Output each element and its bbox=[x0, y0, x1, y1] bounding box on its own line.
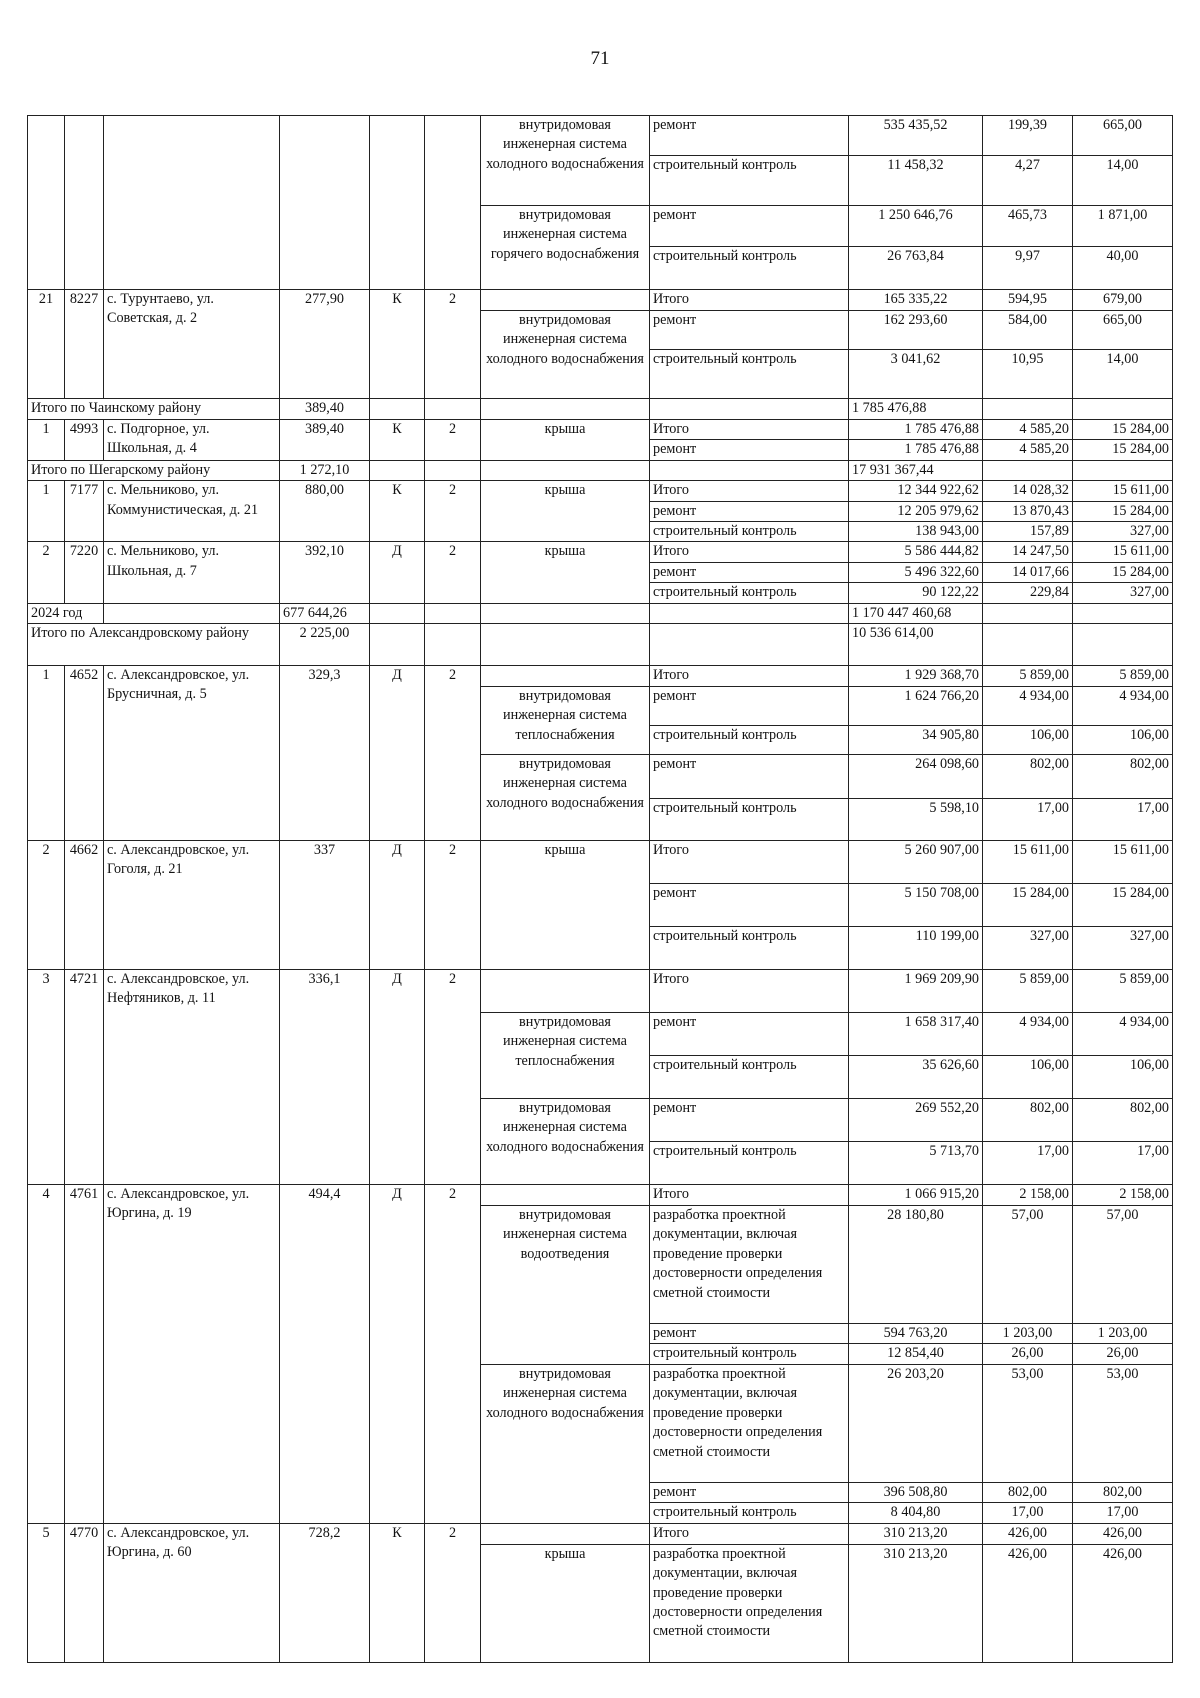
table-cell: 594 763,20 bbox=[849, 1324, 983, 1344]
table-cell: 396 508,80 bbox=[849, 1482, 983, 1502]
table-cell: строительный контроль bbox=[650, 799, 849, 841]
table-cell bbox=[425, 460, 481, 480]
table-cell: 1 bbox=[28, 666, 65, 841]
table-cell: 2 bbox=[425, 420, 481, 461]
table-cell: 310 213,20 bbox=[849, 1523, 983, 1544]
table-cell: К bbox=[370, 290, 425, 399]
table-cell: 106,00 bbox=[1073, 1056, 1173, 1099]
table-cell bbox=[650, 399, 849, 420]
table-cell bbox=[1073, 460, 1173, 480]
table-cell: с. Александровское, ул. Брусничная, д. 5 bbox=[104, 666, 280, 841]
table-cell: Итого bbox=[650, 290, 849, 311]
table-cell: 8 404,80 bbox=[849, 1503, 983, 1523]
table-cell: 1 969 209,90 bbox=[849, 970, 983, 1013]
table-cell: 677 644,26 bbox=[280, 603, 370, 623]
table-cell: 15 611,00 bbox=[1073, 841, 1173, 884]
table-cell: внутридомовая инженерная система холодного водоснабжения bbox=[481, 1364, 650, 1523]
table-cell: 4993 bbox=[65, 420, 104, 461]
table-cell: строительный контроль bbox=[650, 1142, 849, 1185]
table-cell: 7177 bbox=[65, 481, 104, 542]
table-cell: 17,00 bbox=[1073, 1503, 1173, 1523]
table-cell: 4 934,00 bbox=[983, 687, 1073, 726]
table-cell: 2 158,00 bbox=[983, 1185, 1073, 1206]
table-cell: 57,00 bbox=[1073, 1206, 1173, 1324]
table-cell: строительный контроль bbox=[650, 1056, 849, 1099]
table-cell: ремонт bbox=[650, 1482, 849, 1502]
table-cell: 802,00 bbox=[983, 1482, 1073, 1502]
table-cell bbox=[425, 603, 481, 623]
table-row bbox=[28, 399, 1173, 420]
table-cell bbox=[983, 460, 1073, 480]
table-cell: 4761 bbox=[65, 1185, 104, 1524]
table-cell: с. Александровское, ул. Юргина, д. 60 bbox=[104, 1523, 280, 1662]
table-cell: 14,00 bbox=[1073, 350, 1173, 399]
table-cell: Итого bbox=[650, 1523, 849, 1544]
table-cell: Итого по Александровскому району bbox=[28, 624, 280, 666]
capital-repair-table bbox=[27, 115, 1173, 1663]
table-cell: 5 150 708,00 bbox=[849, 884, 983, 927]
table-cell: 3 041,62 bbox=[849, 350, 983, 399]
table-cell bbox=[481, 1523, 650, 1544]
table-cell bbox=[983, 624, 1073, 666]
table-cell: ремонт bbox=[650, 206, 849, 247]
table-cell: с. Александровское, ул. Нефтяников, д. 11 bbox=[104, 970, 280, 1185]
table-cell: внутридомовая инженерная система теплоснабжения bbox=[481, 1013, 650, 1099]
table-cell: 165 335,22 bbox=[849, 290, 983, 311]
table-cell bbox=[650, 603, 849, 623]
table-cell: 7220 bbox=[65, 542, 104, 603]
table-cell: 327,00 bbox=[1073, 583, 1173, 603]
table-cell: 584,00 bbox=[983, 311, 1073, 350]
table-cell: 4 934,00 bbox=[1073, 1013, 1173, 1056]
table-cell: 1 bbox=[28, 420, 65, 461]
table-cell: ремонт bbox=[650, 1013, 849, 1056]
table-cell bbox=[1073, 624, 1173, 666]
table-cell: 728,2 bbox=[280, 1523, 370, 1662]
table-cell: Д bbox=[370, 841, 425, 970]
table-cell bbox=[370, 116, 425, 290]
table-cell: 14 028,32 bbox=[983, 481, 1073, 501]
table-cell: 15 284,00 bbox=[1073, 562, 1173, 582]
table-cell: 26,00 bbox=[1073, 1344, 1173, 1364]
table-cell: 802,00 bbox=[1073, 1099, 1173, 1142]
table-cell: крыша bbox=[481, 542, 650, 603]
table-cell: Итого bbox=[650, 420, 849, 440]
table-row bbox=[28, 603, 1173, 623]
table-cell: 880,00 bbox=[280, 481, 370, 542]
table-cell: 1 066 915,20 bbox=[849, 1185, 983, 1206]
table-cell: 336,1 bbox=[280, 970, 370, 1185]
table-cell: 594,95 bbox=[983, 290, 1073, 311]
table-cell: ремонт bbox=[650, 440, 849, 460]
table-cell: 2 bbox=[425, 841, 481, 970]
table-cell: 5 859,00 bbox=[1073, 666, 1173, 687]
table-cell bbox=[1073, 603, 1173, 623]
table-cell bbox=[425, 116, 481, 290]
table-row bbox=[28, 290, 1173, 311]
table-cell: внутридомовая инженерная система холодного водоснабжения bbox=[481, 116, 650, 206]
table-cell: крыша bbox=[481, 481, 650, 542]
table-cell: строительный контроль bbox=[650, 927, 849, 970]
table-cell: 40,00 bbox=[1073, 247, 1173, 290]
table-row bbox=[28, 624, 1173, 666]
table-cell bbox=[481, 1185, 650, 1206]
table-cell bbox=[481, 603, 650, 623]
table-cell: 10,95 bbox=[983, 350, 1073, 399]
table-cell: 10 536 614,00 bbox=[849, 624, 983, 666]
table-cell: ремонт bbox=[650, 755, 849, 799]
table-cell: с. Мельниково, ул. Школьная, д. 7 bbox=[104, 542, 280, 603]
table-cell: 4662 bbox=[65, 841, 104, 970]
table-cell: Итого bbox=[650, 1185, 849, 1206]
table-cell bbox=[370, 460, 425, 480]
table-cell: 14 017,66 bbox=[983, 562, 1073, 582]
table-cell bbox=[481, 666, 650, 687]
table-cell: К bbox=[370, 1523, 425, 1662]
table-cell: 392,10 bbox=[280, 542, 370, 603]
table-cell: Итого bbox=[650, 841, 849, 884]
table-cell: ремонт bbox=[650, 501, 849, 521]
table-cell bbox=[481, 624, 650, 666]
table-cell: 426,00 bbox=[983, 1544, 1073, 1662]
table-cell: 11 458,32 bbox=[849, 156, 983, 206]
table-cell: Итого по Чаинскому району bbox=[28, 399, 280, 420]
table-cell: разработка проектной документации, включая проведение проверки достоверности определения сметной стоимости bbox=[650, 1364, 849, 1482]
table-cell bbox=[370, 624, 425, 666]
table-cell: 17 931 367,44 bbox=[849, 460, 983, 480]
table-cell: внутридомовая инженерная система холодного водоснабжения bbox=[481, 311, 650, 399]
table-cell: 157,89 bbox=[983, 522, 1073, 542]
table-cell: 17,00 bbox=[1073, 1142, 1173, 1185]
table-cell: внутридомовая инженерная система водоотведения bbox=[481, 1206, 650, 1365]
table-cell: 1 785 476,88 bbox=[849, 420, 983, 440]
table-cell: внутридомовая инженерная система холодного водоснабжения bbox=[481, 1099, 650, 1185]
table-cell: 665,00 bbox=[1073, 116, 1173, 156]
table-cell: 327,00 bbox=[1073, 927, 1173, 970]
table-cell: 5 496 322,60 bbox=[849, 562, 983, 582]
table-cell: 90 122,22 bbox=[849, 583, 983, 603]
table-cell: 5 859,00 bbox=[983, 666, 1073, 687]
table-cell: 1 bbox=[28, 481, 65, 542]
table-cell: с. Александровское, ул. Гоголя, д. 21 bbox=[104, 841, 280, 970]
table-cell: Итого bbox=[650, 542, 849, 562]
table-cell: строительный контроль bbox=[650, 522, 849, 542]
table-cell: строительный контроль bbox=[650, 1503, 849, 1523]
table-row bbox=[28, 841, 1173, 884]
table-cell: 15 611,00 bbox=[983, 841, 1073, 884]
table-cell bbox=[104, 603, 280, 623]
table-cell: 34 905,80 bbox=[849, 726, 983, 755]
table-cell: 4721 bbox=[65, 970, 104, 1185]
table-cell: 229,84 bbox=[983, 583, 1073, 603]
table-cell bbox=[650, 624, 849, 666]
table-cell: 1 785 476,88 bbox=[849, 399, 983, 420]
table-cell: 2 bbox=[28, 542, 65, 603]
table-row bbox=[28, 1185, 1173, 1206]
table-cell: 12 344 922,62 bbox=[849, 481, 983, 501]
table-cell: 2 bbox=[425, 290, 481, 399]
table-cell: 12 205 979,62 bbox=[849, 501, 983, 521]
table-cell: 5 859,00 bbox=[1073, 970, 1173, 1013]
table-cell: 2 bbox=[425, 542, 481, 603]
table-cell: Итого bbox=[650, 666, 849, 687]
table-cell: 389,40 bbox=[280, 399, 370, 420]
table-cell: 2 158,00 bbox=[1073, 1185, 1173, 1206]
table-cell: 665,00 bbox=[1073, 311, 1173, 350]
table-cell: ремонт bbox=[650, 1324, 849, 1344]
table-cell: Итого bbox=[650, 481, 849, 501]
table-cell bbox=[65, 116, 104, 290]
table-cell: 802,00 bbox=[1073, 755, 1173, 799]
table-cell: 17,00 bbox=[983, 1503, 1073, 1523]
table-cell: 15 611,00 bbox=[1073, 542, 1173, 562]
table-row bbox=[28, 542, 1173, 562]
table-cell: 26 763,84 bbox=[849, 247, 983, 290]
table-cell: 2 bbox=[425, 970, 481, 1185]
table-cell: 12 854,40 bbox=[849, 1344, 983, 1364]
table-cell bbox=[28, 116, 65, 290]
table-cell: крыша bbox=[481, 420, 650, 461]
table-cell: 13 870,43 bbox=[983, 501, 1073, 521]
table-cell: 327,00 bbox=[1073, 522, 1173, 542]
table-cell: 14 247,50 bbox=[983, 542, 1073, 562]
table-cell: 57,00 bbox=[983, 1206, 1073, 1324]
table-cell: 1 272,10 bbox=[280, 460, 370, 480]
table-cell: 53,00 bbox=[1073, 1364, 1173, 1482]
table-cell: 4 934,00 bbox=[983, 1013, 1073, 1056]
table-cell: строительный контроль bbox=[650, 350, 849, 399]
table-cell: 106,00 bbox=[1073, 726, 1173, 755]
table-cell: 1 203,00 bbox=[983, 1324, 1073, 1344]
table-cell: 14,00 bbox=[1073, 156, 1173, 206]
table-cell bbox=[370, 603, 425, 623]
table-cell: внутридомовая инженерная система горячего водоснабжения bbox=[481, 206, 650, 290]
table-cell: 1 658 317,40 bbox=[849, 1013, 983, 1056]
table-row bbox=[28, 666, 1173, 687]
table-cell: 269 552,20 bbox=[849, 1099, 983, 1142]
table-cell: 4652 bbox=[65, 666, 104, 841]
table-cell: с. Александровское, ул. Юргина, д. 19 bbox=[104, 1185, 280, 1524]
table-cell: 426,00 bbox=[1073, 1523, 1173, 1544]
table-cell bbox=[481, 970, 650, 1013]
table-cell: ремонт bbox=[650, 884, 849, 927]
table-cell bbox=[481, 399, 650, 420]
table-cell: Итого по Шегарскому району bbox=[28, 460, 280, 480]
table-cell: с. Мельниково, ул. Коммунистическая, д. 21 bbox=[104, 481, 280, 542]
table-cell: 264 098,60 bbox=[849, 755, 983, 799]
table-cell: 53,00 bbox=[983, 1364, 1073, 1482]
table-cell: 15 284,00 bbox=[983, 884, 1073, 927]
table-cell: 4,27 bbox=[983, 156, 1073, 206]
table-cell: 327,00 bbox=[983, 927, 1073, 970]
table-cell: 465,73 bbox=[983, 206, 1073, 247]
table-cell: 35 626,60 bbox=[849, 1056, 983, 1099]
table-cell: 2 bbox=[425, 481, 481, 542]
table-cell: 494,4 bbox=[280, 1185, 370, 1524]
table-cell: ремонт bbox=[650, 562, 849, 582]
table-cell: 2 bbox=[425, 666, 481, 841]
table-cell: Д bbox=[370, 1185, 425, 1524]
table-cell bbox=[650, 460, 849, 480]
table-cell: 15 284,00 bbox=[1073, 501, 1173, 521]
table-cell: строительный контроль bbox=[650, 247, 849, 290]
table-cell bbox=[425, 399, 481, 420]
table-cell: ремонт bbox=[650, 1099, 849, 1142]
table-cell: 426,00 bbox=[1073, 1544, 1173, 1662]
table-cell: 17,00 bbox=[1073, 799, 1173, 841]
table-cell bbox=[280, 116, 370, 290]
table-cell: 106,00 bbox=[983, 1056, 1073, 1099]
table-cell: 4 585,20 bbox=[983, 420, 1073, 440]
table-cell bbox=[983, 603, 1073, 623]
table-cell: ремонт bbox=[650, 311, 849, 350]
table-cell: внутридомовая инженерная система холодного водоснабжения bbox=[481, 755, 650, 841]
table-cell bbox=[425, 624, 481, 666]
table-cell: 4 bbox=[28, 1185, 65, 1524]
table-cell: 535 435,52 bbox=[849, 116, 983, 156]
table-cell: 5 713,70 bbox=[849, 1142, 983, 1185]
table-cell: 2024 год bbox=[28, 603, 104, 623]
table-cell: строительный контроль bbox=[650, 1344, 849, 1364]
table-cell: 15 284,00 bbox=[1073, 420, 1173, 440]
table-cell bbox=[983, 399, 1073, 420]
table-cell: 1 203,00 bbox=[1073, 1324, 1173, 1344]
table-cell: 3 bbox=[28, 970, 65, 1185]
table-cell: 2 225,00 bbox=[280, 624, 370, 666]
table-cell: 277,90 bbox=[280, 290, 370, 399]
table-cell: 5 260 907,00 bbox=[849, 841, 983, 884]
table-cell: разработка проектной документации, включая проведение проверки достоверности определения сметной стоимости bbox=[650, 1544, 849, 1662]
table-cell: 679,00 bbox=[1073, 290, 1173, 311]
table-row bbox=[28, 970, 1173, 1013]
table-cell: ремонт bbox=[650, 116, 849, 156]
table-cell: строительный контроль bbox=[650, 156, 849, 206]
table-cell: ремонт bbox=[650, 687, 849, 726]
table-cell: крыша bbox=[481, 841, 650, 970]
table-cell bbox=[481, 290, 650, 311]
table-row bbox=[28, 460, 1173, 480]
table-cell: 802,00 bbox=[983, 1099, 1073, 1142]
table-cell: внутридомовая инженерная система теплоснабжения bbox=[481, 687, 650, 755]
table-cell: 106,00 bbox=[983, 726, 1073, 755]
table-cell: 162 293,60 bbox=[849, 311, 983, 350]
table-cell: с. Подгорное, ул. Школьная, д. 4 bbox=[104, 420, 280, 461]
table-cell bbox=[481, 460, 650, 480]
table-cell: 15 284,00 bbox=[1073, 884, 1173, 927]
table-cell: 9,97 bbox=[983, 247, 1073, 290]
table-cell bbox=[1073, 399, 1173, 420]
table-cell: 802,00 bbox=[983, 755, 1073, 799]
table-cell: Итого bbox=[650, 970, 849, 1013]
table-row bbox=[28, 1523, 1173, 1544]
table-cell: 5 859,00 bbox=[983, 970, 1073, 1013]
table-cell: 28 180,80 bbox=[849, 1206, 983, 1324]
table-cell: 138 943,00 bbox=[849, 522, 983, 542]
table-cell: 389,40 bbox=[280, 420, 370, 461]
page-number: 71 bbox=[590, 48, 610, 69]
table-cell: 802,00 bbox=[1073, 1482, 1173, 1502]
table-cell: 329,3 bbox=[280, 666, 370, 841]
table-cell: 26 203,20 bbox=[849, 1364, 983, 1482]
table-cell: 1 170 447 460,68 bbox=[849, 603, 983, 623]
table-cell: 1 624 766,20 bbox=[849, 687, 983, 726]
table-cell: 2 bbox=[28, 841, 65, 970]
table-cell: разработка проектной документации, включая проведение проверки достоверности определения сметной стоимости bbox=[650, 1206, 849, 1324]
table-cell: К bbox=[370, 481, 425, 542]
table-cell: 310 213,20 bbox=[849, 1544, 983, 1662]
table-cell: крыша bbox=[481, 1544, 650, 1662]
table-cell: 1 871,00 bbox=[1073, 206, 1173, 247]
table-cell bbox=[104, 116, 280, 290]
table-cell: 21 bbox=[28, 290, 65, 399]
table-cell: 199,39 bbox=[983, 116, 1073, 156]
table-cell: 426,00 bbox=[983, 1523, 1073, 1544]
table-cell bbox=[370, 399, 425, 420]
table-cell: 4770 bbox=[65, 1523, 104, 1662]
table-cell: 4 585,20 bbox=[983, 440, 1073, 460]
table-cell: 2 bbox=[425, 1185, 481, 1524]
table-row bbox=[28, 116, 1173, 156]
table-cell: строительный контроль bbox=[650, 583, 849, 603]
table-cell: 1 250 646,76 bbox=[849, 206, 983, 247]
table-cell: К bbox=[370, 420, 425, 461]
table-cell: 5 bbox=[28, 1523, 65, 1662]
table-cell: 2 bbox=[425, 1523, 481, 1662]
table-cell: 5 598,10 bbox=[849, 799, 983, 841]
table-cell: Д bbox=[370, 542, 425, 603]
table-cell: 8227 bbox=[65, 290, 104, 399]
table-cell: 15 611,00 bbox=[1073, 481, 1173, 501]
table-cell: 17,00 bbox=[983, 1142, 1073, 1185]
table-cell: 5 586 444,82 bbox=[849, 542, 983, 562]
table-cell: с. Турунтаево, ул. Советская, д. 2 bbox=[104, 290, 280, 399]
table-cell: 17,00 bbox=[983, 799, 1073, 841]
table-cell: 4 934,00 bbox=[1073, 687, 1173, 726]
table-row bbox=[28, 420, 1173, 440]
table-cell: 1 785 476,88 bbox=[849, 440, 983, 460]
table-cell: Д bbox=[370, 666, 425, 841]
table-cell: Д bbox=[370, 970, 425, 1185]
table-cell: 1 929 368,70 bbox=[849, 666, 983, 687]
table-cell: 337 bbox=[280, 841, 370, 970]
table-row bbox=[28, 481, 1173, 501]
table-cell: 110 199,00 bbox=[849, 927, 983, 970]
table-cell: 15 284,00 bbox=[1073, 440, 1173, 460]
table-cell: строительный контроль bbox=[650, 726, 849, 755]
table-cell: 26,00 bbox=[983, 1344, 1073, 1364]
